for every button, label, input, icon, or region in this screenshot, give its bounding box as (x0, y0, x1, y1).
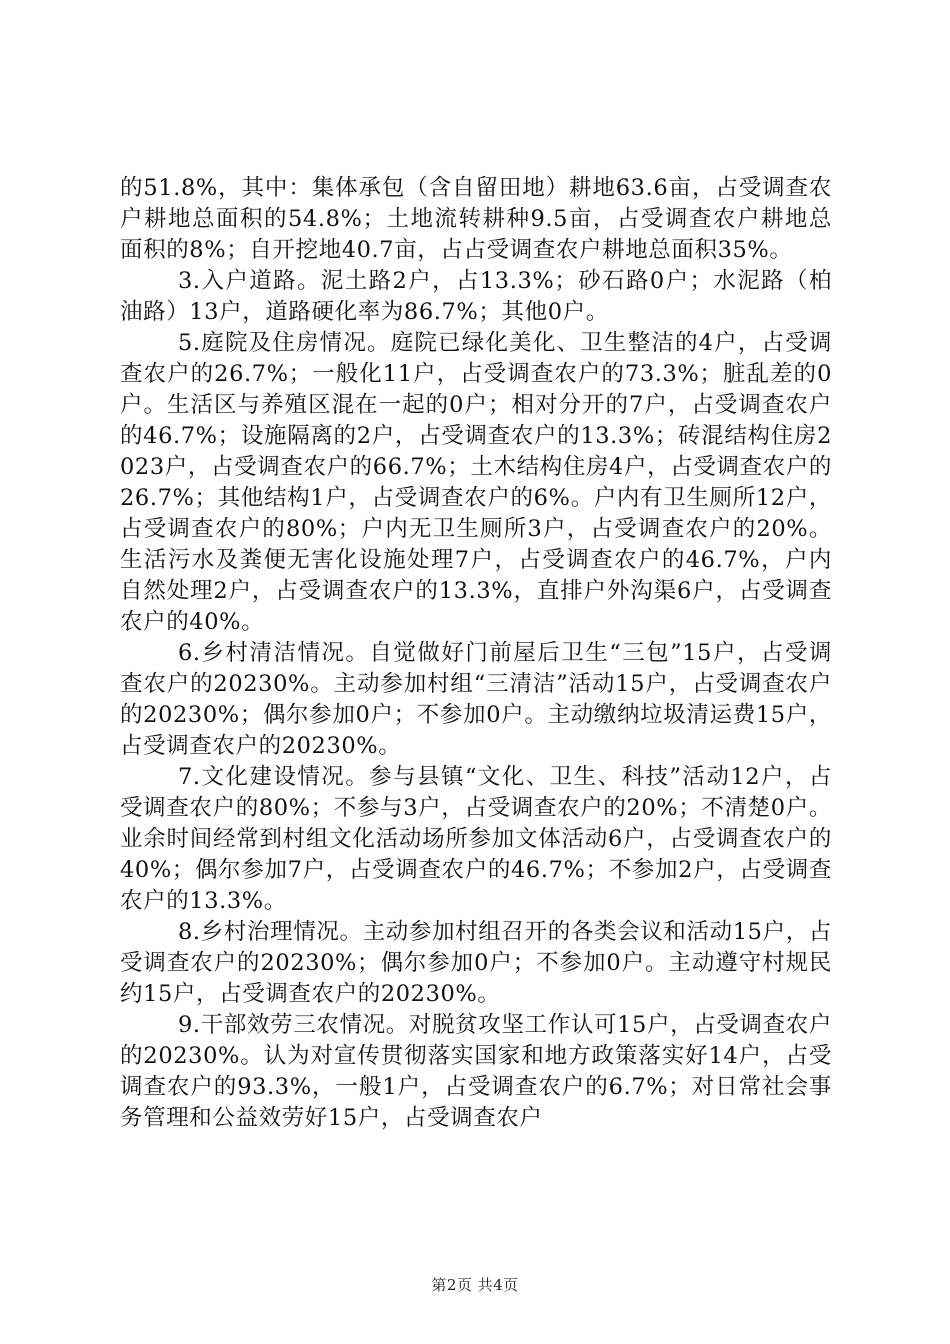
paragraph-clean: 6.乡村清洁情况。自觉做好门前屋后卫生“三包”15户，占受调查农户的20230%。主动参加村组“三清洁”活动15户，占受调查农户的20230%；偶尔参加0户；不参加0户。主动缴纳垃圾清运费15户，占受调查农户的20230%。 (120, 640, 832, 759)
paragraph-courtyard: 5.庭院及住房情况。庭院已绿化美化、卫生整洁的4户，占受调查农户的26.7%；一般化11户，占受调查农户的73.3%；脏乱差的0户。生活区与养殖区混在一起的0户；相对分开的7户，占受调查农户的46.7%；设施隔离的2户，占受调查农户的13.3%；砖混结构住房2023户，占受调查农户的66.7%；土木结构住房4户，占受调查农户的26.7%；其他结构1户，占受调查农户的6%。户内有卫生厕所12户，占受调查农户的80%；户内无卫生厕所3户，占受调查农户的20%。生活污水及粪便无害化设施处理7户，占受调查农户的46.7%，户内自然处理2户，占受调查农户的13.3%，直排户外沟渠6户，占受调查农户的40%。 (120, 330, 832, 635)
paragraph-road: 3.入户道路。泥土路2户，占13.3%；砂石路0户；水泥路（柏油路）13户，道路硬化率为86.7%；其他0户。 (120, 268, 832, 325)
document-body (120, 173, 832, 1134)
page-footer: 第2页 共4页 (431, 1276, 519, 1294)
paragraph-culture: 7.文化建设情况。参与县镇“文化、卫生、科技”活动12户，占受调查农户的80%；不参与3户，占受调查农户的20%；不清楚0户。业余时间经常到村组文化活动场所参加文体活动6户，占受调查农户的40%；偶尔参加7户，占受调查农户的46.7%；不参加2户，占受调查农户的13.3%。 (120, 764, 832, 914)
paragraph-cadre: 9.干部效劳三农情况。对脱贫攻坚工作认可15户，占受调查农户的20230%。认为对宣传贯彻落实国家和地方政策落实好14户，占受调查农户的93.3%，一般1户，占受调查农户的6.7%；对日常社会事务管理和公益效劳好15户，占受调查农户 (120, 1012, 832, 1131)
paragraph-governance: 8.乡村治理情况。主动参加村组召开的各类会议和活动15户，占受调查农户的20230%；偶尔参加0户；不参加0户。主动遵守村规民约15户，占受调查农户的20230%。 (120, 919, 832, 1007)
paragraph-continuation: 的51.8%，其中：集体承包（含自留田地）耕地63.6亩，占受调查农户耕地总面积的54.8%；土地流转耕种9.5亩，占受调查农户耕地总面积的8%；自开挖地40.7亩，占占受调查农户耕地总面积35%。 (120, 175, 832, 263)
